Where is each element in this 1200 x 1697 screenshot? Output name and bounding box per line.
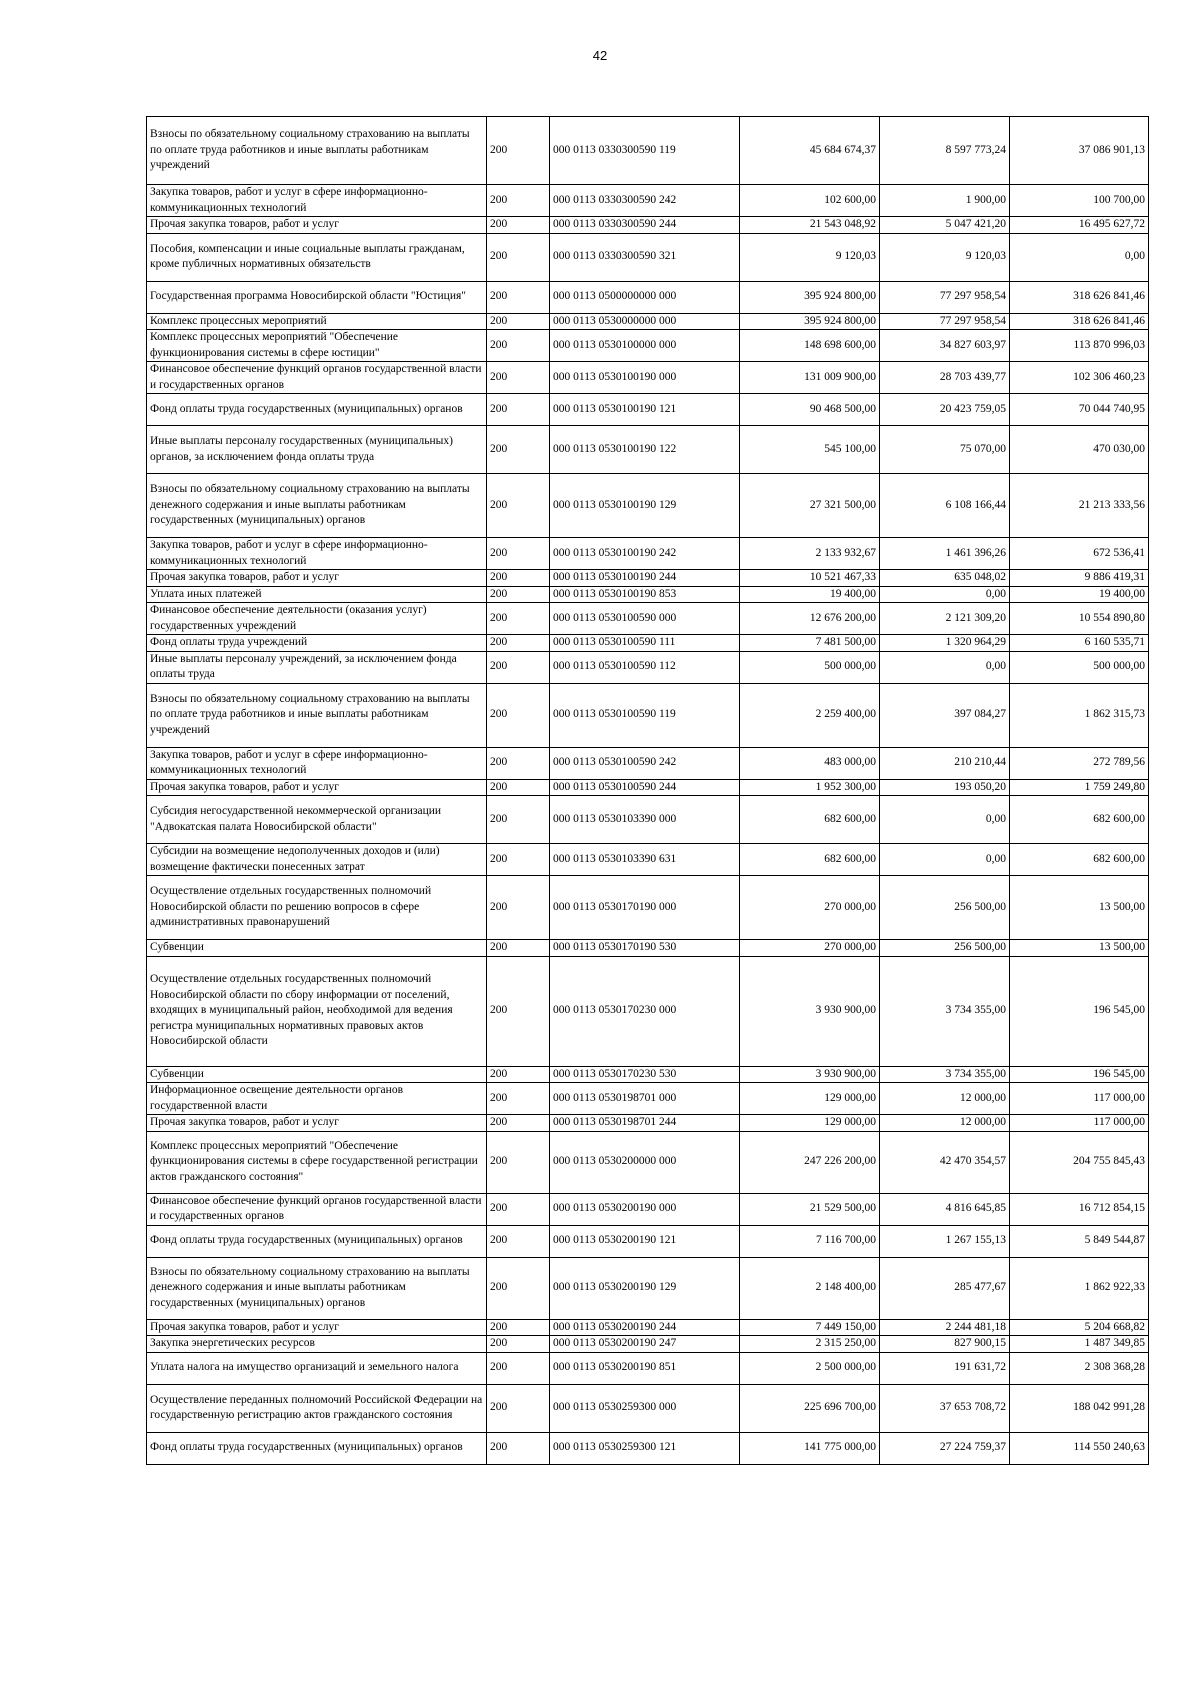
row-unexecuted-amount: 1 759 249,80	[1010, 779, 1149, 796]
row-code: 200	[487, 570, 550, 587]
row-classification: 000 0113 0530200190 851	[550, 1352, 740, 1384]
row-name: Иные выплаты персоналу учреждений, за исключением фонда оплаты труда	[147, 651, 487, 683]
row-classification: 000 0113 0530200190 000	[550, 1193, 740, 1225]
row-executed-amount: 0,00	[880, 586, 1010, 603]
row-code: 200	[487, 1193, 550, 1225]
row-classification: 000 0113 0530103390 000	[550, 796, 740, 844]
row-name: Субвенции	[147, 940, 487, 957]
row-name: Прочая закупка товаров, работ и услуг	[147, 570, 487, 587]
row-code: 200	[487, 185, 550, 217]
row-name: Финансовое обеспечение функций органов государственной власти и государственных органов	[147, 362, 487, 394]
row-classification: 000 0113 0530170230 530	[550, 1066, 740, 1083]
table-row	[147, 1131, 1149, 1193]
row-classification: 000 0113 0530200000 000	[550, 1131, 740, 1193]
row-unexecuted-amount: 114 550 240,63	[1010, 1432, 1149, 1464]
row-approved-amount: 21 543 048,92	[740, 217, 880, 234]
row-name: Осуществление отдельных государственных полномочий Новосибирской области по решению вопросов в сфере административных правонарушений	[147, 876, 487, 940]
row-code: 200	[487, 330, 550, 362]
row-executed-amount: 6 108 166,44	[880, 474, 1010, 538]
table-row	[147, 603, 1149, 635]
row-approved-amount: 21 529 500,00	[740, 1193, 880, 1225]
row-code: 200	[487, 635, 550, 652]
row-classification: 000 0113 0530198701 244	[550, 1115, 740, 1132]
row-code: 200	[487, 683, 550, 747]
table-row	[147, 635, 1149, 652]
row-approved-amount: 19 400,00	[740, 586, 880, 603]
table-row	[147, 683, 1149, 747]
row-unexecuted-amount: 682 600,00	[1010, 844, 1149, 876]
row-classification: 000 0113 0530100590 000	[550, 603, 740, 635]
row-executed-amount: 256 500,00	[880, 940, 1010, 957]
table-row	[147, 362, 1149, 394]
table-row	[147, 426, 1149, 474]
row-classification: 000 0113 0530100590 242	[550, 747, 740, 779]
row-unexecuted-amount: 5 849 544,87	[1010, 1225, 1149, 1257]
row-code: 200	[487, 844, 550, 876]
row-name: Комплекс процессных мероприятий	[147, 313, 487, 330]
row-approved-amount: 9 120,03	[740, 233, 880, 281]
row-approved-amount: 45 684 674,37	[740, 117, 880, 185]
row-executed-amount: 12 000,00	[880, 1083, 1010, 1115]
row-classification: 000 0113 0530200190 247	[550, 1336, 740, 1353]
table-row	[147, 1352, 1149, 1384]
table-row	[147, 844, 1149, 876]
row-approved-amount: 131 009 900,00	[740, 362, 880, 394]
table-row	[147, 330, 1149, 362]
row-classification: 000 0113 0330300590 244	[550, 217, 740, 234]
row-executed-amount: 193 050,20	[880, 779, 1010, 796]
row-approved-amount: 545 100,00	[740, 426, 880, 474]
row-code: 200	[487, 1384, 550, 1432]
row-unexecuted-amount: 672 536,41	[1010, 538, 1149, 570]
row-approved-amount: 2 259 400,00	[740, 683, 880, 747]
row-approved-amount: 90 468 500,00	[740, 394, 880, 426]
row-classification: 000 0113 0530100190 121	[550, 394, 740, 426]
table-row	[147, 876, 1149, 940]
row-executed-amount: 20 423 759,05	[880, 394, 1010, 426]
row-code: 200	[487, 747, 550, 779]
row-name: Уплата иных платежей	[147, 586, 487, 603]
row-code: 200	[487, 1066, 550, 1083]
row-executed-amount: 2 121 309,20	[880, 603, 1010, 635]
row-approved-amount: 270 000,00	[740, 940, 880, 957]
row-code: 200	[487, 876, 550, 940]
row-classification: 000 0113 0530170190 530	[550, 940, 740, 957]
row-name: Прочая закупка товаров, работ и услуг	[147, 1319, 487, 1336]
row-name: Закупка товаров, работ и услуг в сфере информационно-коммуникационных технологий	[147, 538, 487, 570]
row-code: 200	[487, 362, 550, 394]
row-executed-amount: 34 827 603,97	[880, 330, 1010, 362]
row-name: Взносы по обязательному социальному страхованию на выплаты денежного содержания и иные выплаты работникам государственных (муниципальных) органов	[147, 474, 487, 538]
row-executed-amount: 4 816 645,85	[880, 1193, 1010, 1225]
row-classification: 000 0113 0530000000 000	[550, 313, 740, 330]
row-code: 200	[487, 1083, 550, 1115]
row-unexecuted-amount: 16 495 627,72	[1010, 217, 1149, 234]
row-approved-amount: 682 600,00	[740, 796, 880, 844]
row-unexecuted-amount: 1 862 315,73	[1010, 683, 1149, 747]
row-executed-amount: 75 070,00	[880, 426, 1010, 474]
row-code: 200	[487, 1225, 550, 1257]
table-row	[147, 117, 1149, 185]
row-executed-amount: 635 048,02	[880, 570, 1010, 587]
row-code: 200	[487, 1352, 550, 1384]
row-classification: 000 0113 0530100590 244	[550, 779, 740, 796]
row-unexecuted-amount: 9 886 419,31	[1010, 570, 1149, 587]
table-body	[147, 117, 1149, 1465]
row-approved-amount: 102 600,00	[740, 185, 880, 217]
row-unexecuted-amount: 470 030,00	[1010, 426, 1149, 474]
table-row	[147, 570, 1149, 587]
row-unexecuted-amount: 682 600,00	[1010, 796, 1149, 844]
row-name: Закупка энергетических ресурсов	[147, 1336, 487, 1353]
table-row	[147, 394, 1149, 426]
row-unexecuted-amount: 1 487 349,85	[1010, 1336, 1149, 1353]
row-unexecuted-amount: 318 626 841,46	[1010, 281, 1149, 313]
row-name: Субсидии на возмещение недополученных доходов и (или) возмещение фактически понесенных затрат	[147, 844, 487, 876]
table-row	[147, 217, 1149, 234]
table-row	[147, 747, 1149, 779]
row-executed-amount: 77 297 958,54	[880, 281, 1010, 313]
row-name: Фонд оплаты труда государственных (муниципальных) органов	[147, 1432, 487, 1464]
row-code: 200	[487, 651, 550, 683]
row-classification: 000 0113 0530200190 129	[550, 1257, 740, 1319]
row-name: Финансовое обеспечение функций органов государственной власти и государственных органов	[147, 1193, 487, 1225]
row-name: Прочая закупка товаров, работ и услуг	[147, 779, 487, 796]
row-name: Иные выплаты персоналу государственных (муниципальных) органов, за исключением фонда оплаты труда	[147, 426, 487, 474]
row-executed-amount: 8 597 773,24	[880, 117, 1010, 185]
table-row	[147, 940, 1149, 957]
row-executed-amount: 827 900,15	[880, 1336, 1010, 1353]
row-code: 200	[487, 233, 550, 281]
row-classification: 000 0113 0530100590 112	[550, 651, 740, 683]
table-row	[147, 1336, 1149, 1353]
table-row	[147, 956, 1149, 1066]
row-approved-amount: 2 500 000,00	[740, 1352, 880, 1384]
row-unexecuted-amount: 2 308 368,28	[1010, 1352, 1149, 1384]
row-name: Фонд оплаты труда государственных (муниципальных) органов	[147, 394, 487, 426]
page-number: 42	[592, 48, 608, 63]
row-unexecuted-amount: 16 712 854,15	[1010, 1193, 1149, 1225]
row-unexecuted-amount: 117 000,00	[1010, 1083, 1149, 1115]
table-row	[147, 1193, 1149, 1225]
row-code: 200	[487, 313, 550, 330]
row-code: 200	[487, 1319, 550, 1336]
row-approved-amount: 129 000,00	[740, 1115, 880, 1132]
table-row	[147, 313, 1149, 330]
row-classification: 000 0113 0500000000 000	[550, 281, 740, 313]
row-classification: 000 0113 0530100590 119	[550, 683, 740, 747]
row-code: 200	[487, 1336, 550, 1353]
table-row	[147, 1319, 1149, 1336]
row-code: 200	[487, 117, 550, 185]
row-name: Осуществление переданных полномочий Российской Федерации на государственную регистрацию актов гражданского состояния	[147, 1384, 487, 1432]
table-row	[147, 185, 1149, 217]
row-classification: 000 0113 0530259300 121	[550, 1432, 740, 1464]
row-approved-amount: 270 000,00	[740, 876, 880, 940]
row-approved-amount: 247 226 200,00	[740, 1131, 880, 1193]
table-row	[147, 1083, 1149, 1115]
row-unexecuted-amount: 13 500,00	[1010, 940, 1149, 957]
table-row	[147, 474, 1149, 538]
row-classification: 000 0113 0530100190 122	[550, 426, 740, 474]
row-name: Информационное освещение деятельности органов государственной власти	[147, 1083, 487, 1115]
table-row	[147, 1384, 1149, 1432]
row-unexecuted-amount: 100 700,00	[1010, 185, 1149, 217]
table-row	[147, 796, 1149, 844]
row-unexecuted-amount: 21 213 333,56	[1010, 474, 1149, 538]
row-name: Прочая закупка товаров, работ и услуг	[147, 1115, 487, 1132]
row-classification: 000 0113 0530259300 000	[550, 1384, 740, 1432]
row-approved-amount: 500 000,00	[740, 651, 880, 683]
row-unexecuted-amount: 5 204 668,82	[1010, 1319, 1149, 1336]
row-executed-amount: 256 500,00	[880, 876, 1010, 940]
row-name: Комплекс процессных мероприятий "Обеспечение функционирования системы в сфере юстиции"	[147, 330, 487, 362]
row-unexecuted-amount: 188 042 991,28	[1010, 1384, 1149, 1432]
row-code: 200	[487, 1115, 550, 1132]
row-classification: 000 0113 0330300590 321	[550, 233, 740, 281]
row-executed-amount: 397 084,27	[880, 683, 1010, 747]
row-code: 200	[487, 940, 550, 957]
row-code: 200	[487, 281, 550, 313]
row-name: Уплата налога на имущество организаций и земельного налога	[147, 1352, 487, 1384]
row-executed-amount: 37 653 708,72	[880, 1384, 1010, 1432]
table-row	[147, 779, 1149, 796]
row-name: Закупка товаров, работ и услуг в сфере информационно-коммуникационных технологий	[147, 185, 487, 217]
row-name: Взносы по обязательному социальному страхованию на выплаты по оплате труда работников и иные выплаты работникам учреждений	[147, 683, 487, 747]
row-unexecuted-amount: 500 000,00	[1010, 651, 1149, 683]
row-name: Субсидия негосударственной некоммерческой организации "Адвокатская палата Новосибирской области"	[147, 796, 487, 844]
row-approved-amount: 129 000,00	[740, 1083, 880, 1115]
row-executed-amount: 1 267 155,13	[880, 1225, 1010, 1257]
row-unexecuted-amount: 19 400,00	[1010, 586, 1149, 603]
row-classification: 000 0113 0530198701 000	[550, 1083, 740, 1115]
row-code: 200	[487, 538, 550, 570]
table-row	[147, 586, 1149, 603]
row-code: 200	[487, 796, 550, 844]
table-row	[147, 281, 1149, 313]
row-approved-amount: 395 924 800,00	[740, 313, 880, 330]
row-classification: 000 0113 0530100000 000	[550, 330, 740, 362]
budget-execution-table	[146, 116, 1149, 1465]
row-code: 200	[487, 1257, 550, 1319]
row-name: Взносы по обязательному социальному страхованию на выплаты по оплате труда работников и иные выплаты работникам учреждений	[147, 117, 487, 185]
row-executed-amount: 5 047 421,20	[880, 217, 1010, 234]
row-approved-amount: 10 521 467,33	[740, 570, 880, 587]
row-name: Пособия, компенсации и иные социальные выплаты гражданам, кроме публичных нормативных обязательств	[147, 233, 487, 281]
row-executed-amount: 27 224 759,37	[880, 1432, 1010, 1464]
row-name: Прочая закупка товаров, работ и услуг	[147, 217, 487, 234]
row-executed-amount: 77 297 958,54	[880, 313, 1010, 330]
row-classification: 000 0113 0530100190 244	[550, 570, 740, 587]
table-row	[147, 1225, 1149, 1257]
row-classification: 000 0113 0330300590 119	[550, 117, 740, 185]
row-approved-amount: 148 698 600,00	[740, 330, 880, 362]
row-executed-amount: 0,00	[880, 844, 1010, 876]
row-code: 200	[487, 1432, 550, 1464]
row-approved-amount: 7 481 500,00	[740, 635, 880, 652]
row-executed-amount: 28 703 439,77	[880, 362, 1010, 394]
row-classification: 000 0113 0530100590 111	[550, 635, 740, 652]
row-approved-amount: 3 930 900,00	[740, 1066, 880, 1083]
table-row	[147, 651, 1149, 683]
row-unexecuted-amount: 13 500,00	[1010, 876, 1149, 940]
row-classification: 000 0113 0330300590 242	[550, 185, 740, 217]
row-executed-amount: 3 734 355,00	[880, 1066, 1010, 1083]
row-code: 200	[487, 779, 550, 796]
row-code: 200	[487, 474, 550, 538]
row-name: Государственная программа Новосибирской области "Юстиция"	[147, 281, 487, 313]
row-approved-amount: 7 116 700,00	[740, 1225, 880, 1257]
table-row	[147, 538, 1149, 570]
row-name: Взносы по обязательному социальному страхованию на выплаты денежного содержания и иные выплаты работникам государственных (муниципальных) органов	[147, 1257, 487, 1319]
row-executed-amount: 9 120,03	[880, 233, 1010, 281]
row-classification: 000 0113 0530170190 000	[550, 876, 740, 940]
row-executed-amount: 0,00	[880, 796, 1010, 844]
row-approved-amount: 141 775 000,00	[740, 1432, 880, 1464]
table-row	[147, 1066, 1149, 1083]
row-executed-amount: 1 461 396,26	[880, 538, 1010, 570]
row-approved-amount: 12 676 200,00	[740, 603, 880, 635]
row-code: 200	[487, 426, 550, 474]
row-approved-amount: 7 449 150,00	[740, 1319, 880, 1336]
row-approved-amount: 27 321 500,00	[740, 474, 880, 538]
row-executed-amount: 0,00	[880, 651, 1010, 683]
row-unexecuted-amount: 102 306 460,23	[1010, 362, 1149, 394]
row-name: Субвенции	[147, 1066, 487, 1083]
row-executed-amount: 42 470 354,57	[880, 1131, 1010, 1193]
row-name: Комплекс процессных мероприятий "Обеспечение функционирования системы в сфере государственной регистрации актов гражданского состояния"	[147, 1131, 487, 1193]
row-executed-amount: 2 244 481,18	[880, 1319, 1010, 1336]
row-approved-amount: 3 930 900,00	[740, 956, 880, 1066]
row-approved-amount: 483 000,00	[740, 747, 880, 779]
row-executed-amount: 210 210,44	[880, 747, 1010, 779]
row-classification: 000 0113 0530100190 129	[550, 474, 740, 538]
row-approved-amount: 2 148 400,00	[740, 1257, 880, 1319]
row-classification: 000 0113 0530200190 121	[550, 1225, 740, 1257]
row-classification: 000 0113 0530100190 000	[550, 362, 740, 394]
row-classification: 000 0113 0530103390 631	[550, 844, 740, 876]
row-executed-amount: 191 631,72	[880, 1352, 1010, 1384]
row-code: 200	[487, 394, 550, 426]
row-code: 200	[487, 956, 550, 1066]
row-unexecuted-amount: 10 554 890,80	[1010, 603, 1149, 635]
row-unexecuted-amount: 1 862 922,33	[1010, 1257, 1149, 1319]
row-approved-amount: 395 924 800,00	[740, 281, 880, 313]
row-unexecuted-amount: 196 545,00	[1010, 956, 1149, 1066]
row-unexecuted-amount: 37 086 901,13	[1010, 117, 1149, 185]
row-name: Осуществление отдельных государственных полномочий Новосибирской области по сбору информации от поселений, входящих в муниципальный район, необходимой для ведения регистра муниципальных нормативных правовых актов Новосибирской области	[147, 956, 487, 1066]
row-unexecuted-amount: 117 000,00	[1010, 1115, 1149, 1132]
row-executed-amount: 3 734 355,00	[880, 956, 1010, 1066]
row-code: 200	[487, 603, 550, 635]
table-row	[147, 233, 1149, 281]
row-approved-amount: 2 133 932,67	[740, 538, 880, 570]
row-name: Фонд оплаты труда учреждений	[147, 635, 487, 652]
row-executed-amount: 1 900,00	[880, 185, 1010, 217]
table-row	[147, 1115, 1149, 1132]
row-approved-amount: 225 696 700,00	[740, 1384, 880, 1432]
row-classification: 000 0113 0530170230 000	[550, 956, 740, 1066]
row-executed-amount: 285 477,67	[880, 1257, 1010, 1319]
row-name: Фонд оплаты труда государственных (муниципальных) органов	[147, 1225, 487, 1257]
row-unexecuted-amount: 113 870 996,03	[1010, 330, 1149, 362]
row-name: Финансовое обеспечение деятельности (оказания услуг) государственных учреждений	[147, 603, 487, 635]
row-code: 200	[487, 586, 550, 603]
table-row	[147, 1432, 1149, 1464]
row-code: 200	[487, 217, 550, 234]
row-classification: 000 0113 0530100190 242	[550, 538, 740, 570]
row-code: 200	[487, 1131, 550, 1193]
row-name: Закупка товаров, работ и услуг в сфере информационно-коммуникационных технологий	[147, 747, 487, 779]
table-row	[147, 1257, 1149, 1319]
row-executed-amount: 1 320 964,29	[880, 635, 1010, 652]
row-approved-amount: 2 315 250,00	[740, 1336, 880, 1353]
row-executed-amount: 12 000,00	[880, 1115, 1010, 1132]
row-unexecuted-amount: 318 626 841,46	[1010, 313, 1149, 330]
row-classification: 000 0113 0530100190 853	[550, 586, 740, 603]
row-unexecuted-amount: 196 545,00	[1010, 1066, 1149, 1083]
row-unexecuted-amount: 70 044 740,95	[1010, 394, 1149, 426]
row-approved-amount: 682 600,00	[740, 844, 880, 876]
row-unexecuted-amount: 272 789,56	[1010, 747, 1149, 779]
row-unexecuted-amount: 204 755 845,43	[1010, 1131, 1149, 1193]
row-approved-amount: 1 952 300,00	[740, 779, 880, 796]
row-unexecuted-amount: 6 160 535,71	[1010, 635, 1149, 652]
row-classification: 000 0113 0530200190 244	[550, 1319, 740, 1336]
row-unexecuted-amount: 0,00	[1010, 233, 1149, 281]
